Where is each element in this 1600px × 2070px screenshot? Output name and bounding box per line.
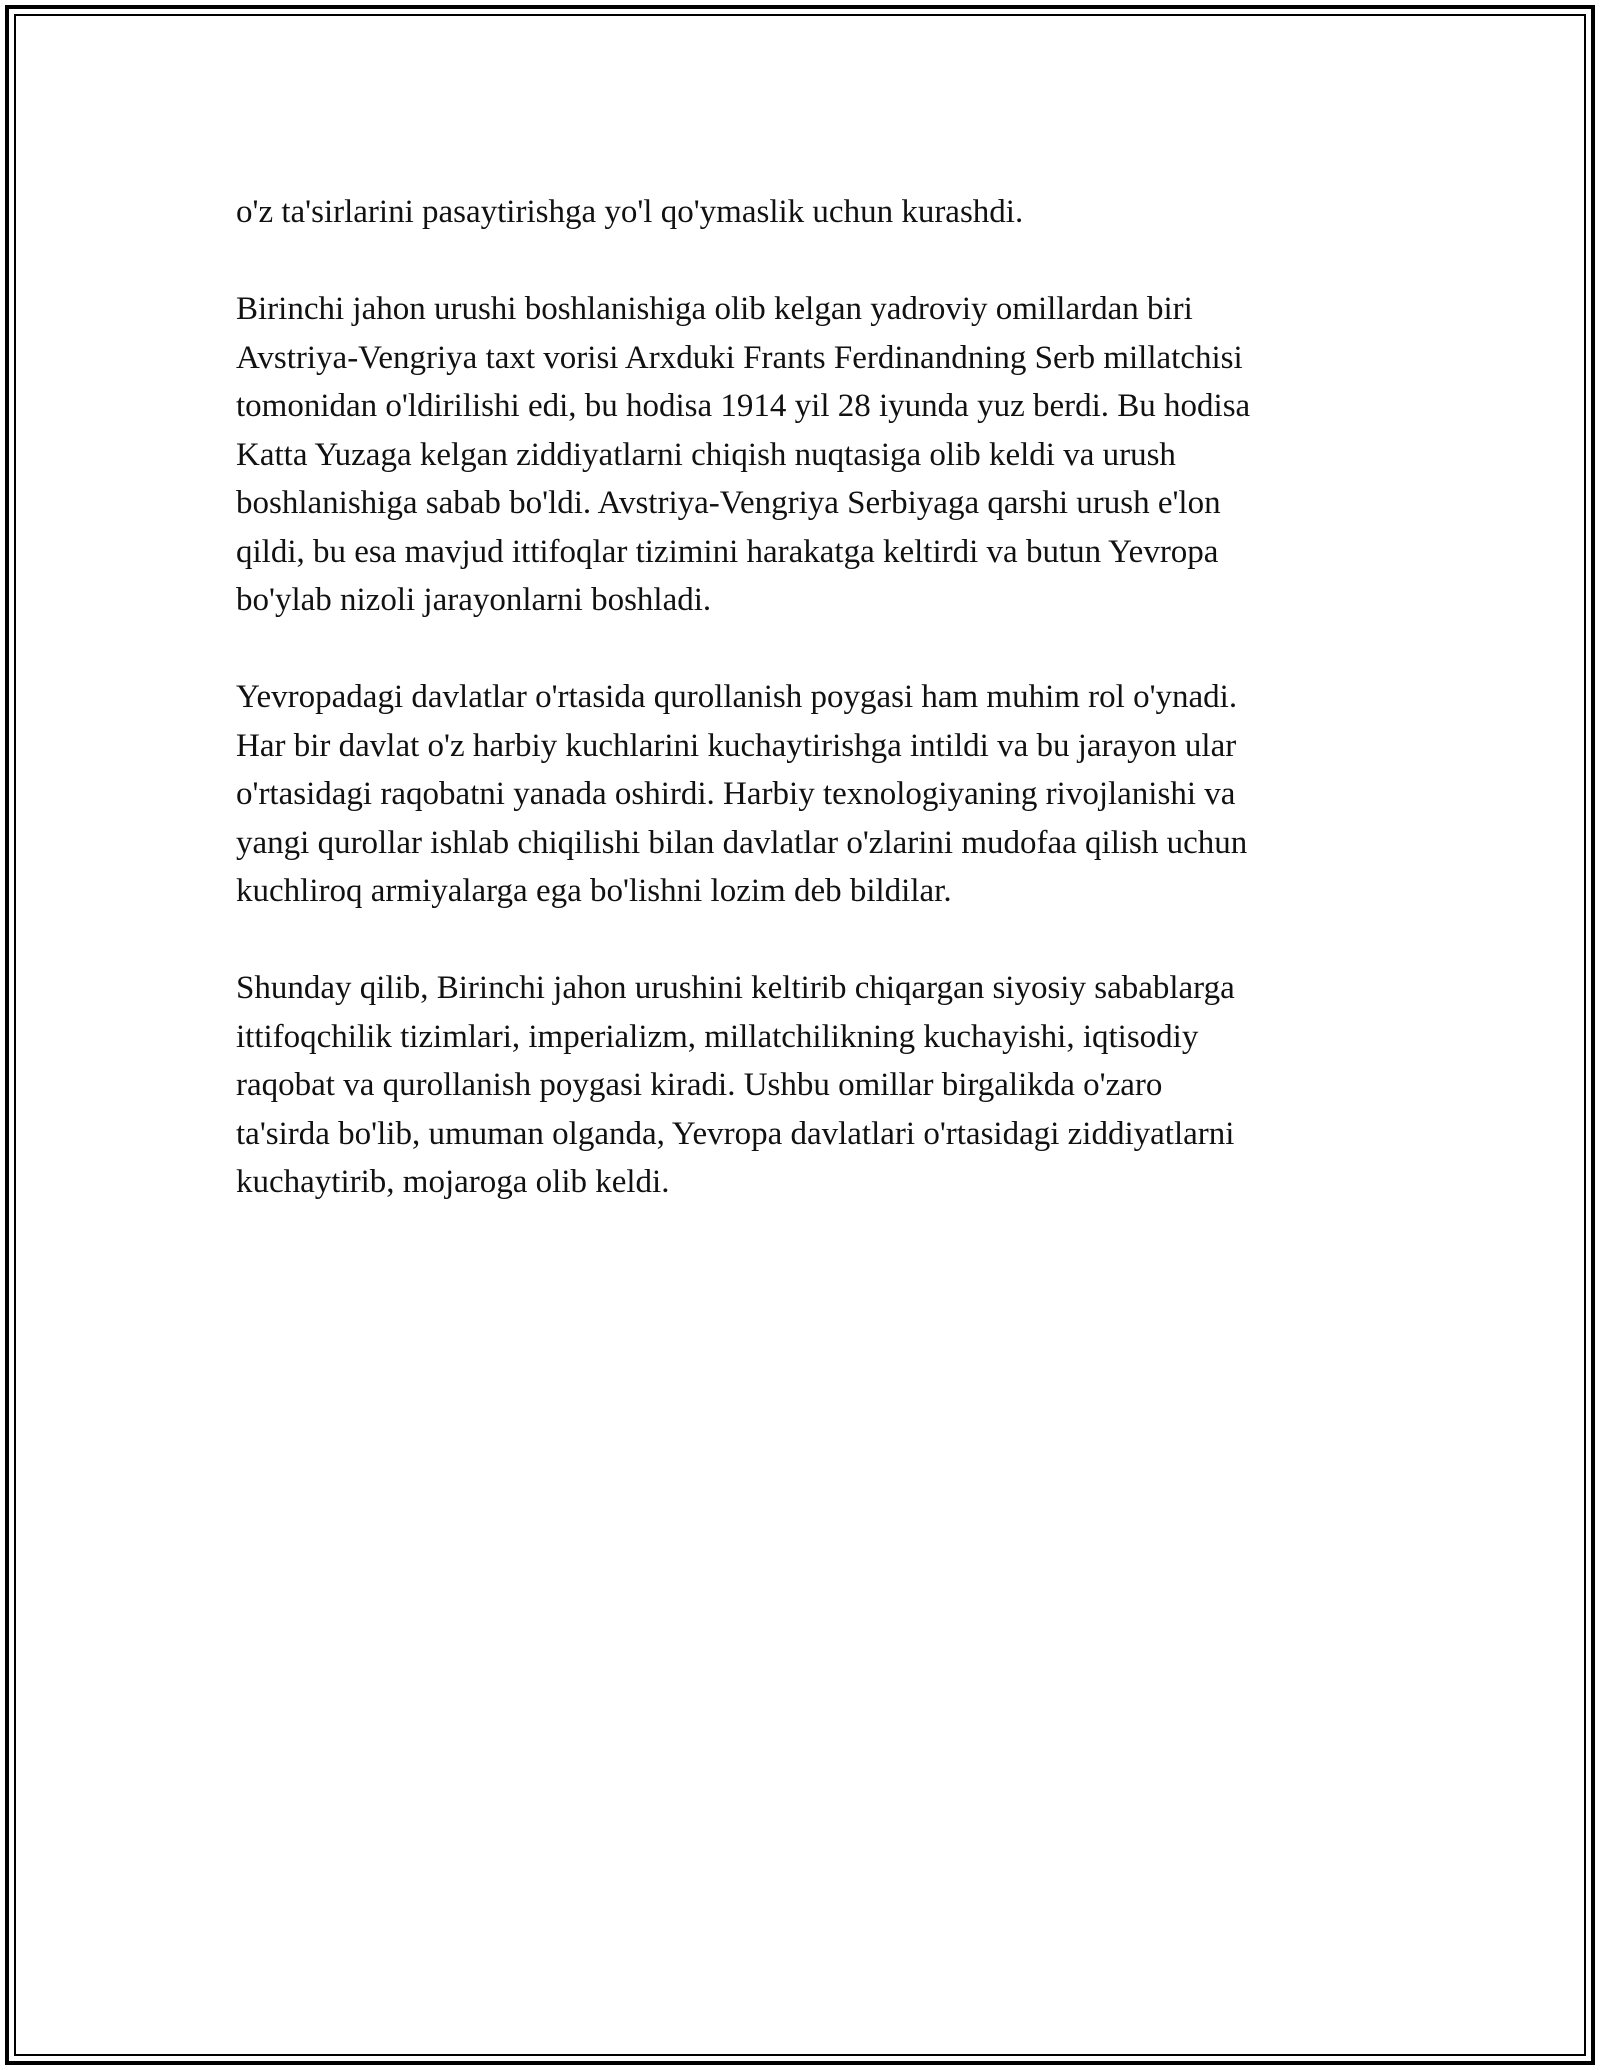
text-line: yangi qurollar ishlab chiqilishi bilan davlatlar o'zlarini mudofaa qilish uchun bbox=[236, 824, 1248, 861]
document-body bbox=[236, 188, 1376, 1255]
text-line: Har bir davlat o'z harbiy kuchlarini kuchaytirishga intildi va bu jarayon ular bbox=[236, 727, 1237, 764]
text-line: boshlanishiga sabab bo'ldi. Avstriya-Vengriya Serbiyaga qarshi urush e'lon bbox=[236, 485, 1221, 521]
paragraph-2 bbox=[236, 285, 1376, 625]
paragraph-1 bbox=[236, 188, 1376, 237]
text-line: o'z ta'sirlarini pasaytirishga yo'l qo'ymaslik uchun kurashdi. bbox=[236, 194, 1024, 230]
text-line: tomonidan o'ldirilishi edi, bu hodisa 1914 yil 28 iyunda yuz berdi. Bu hodisa bbox=[236, 388, 1251, 424]
text-line: o'rtasidagi raqobatni yanada oshirdi. Harbiy texnologiyaning rivojlanishi va bbox=[236, 776, 1236, 812]
text-line: bo'ylab nizoli jarayonlarni boshladi. bbox=[236, 582, 712, 618]
text-line: kuchaytirib, mojaroga olib keldi. bbox=[236, 1164, 670, 1200]
text-line: ittifoqchilik tizimlari, imperializm, millatchilikning kuchayishi, iqtisodiy bbox=[236, 1018, 1199, 1055]
text-line: Yevropadagi davlatlar o'rtasida qurollanish poygasi ham muhim rol o'ynadi. bbox=[236, 679, 1238, 715]
text-line: raqobat va qurollanish poygasi kiradi. Ushbu omillar birgalikda o'zaro bbox=[236, 1067, 1163, 1103]
text-line: qildi, bu esa mavjud ittifoqlar tizimini harakatga keltirdi va butun Yevropa bbox=[236, 533, 1219, 570]
text-line: kuchliroq armiyalarga ega bo'lishni lozim deb bildilar. bbox=[236, 873, 952, 909]
text-line: Shunday qilib, Birinchi jahon urushini keltirib chiqargan siyosiy sabablarga bbox=[236, 970, 1235, 1006]
text-line: Birinchi jahon urushi boshlanishiga olib kelgan yadroviy omillardan biri bbox=[236, 291, 1193, 327]
text-line: Katta Yuzaga kelgan ziddiyatlarni chiqish nuqtasiga olib keldi va urush bbox=[236, 436, 1176, 473]
paragraph-3 bbox=[236, 673, 1376, 916]
text-line: ta'sirda bo'lib, umuman olganda, Yevropa davlatlari o'rtasidagi ziddiyatlarni bbox=[236, 1115, 1235, 1152]
paragraph-4 bbox=[236, 964, 1376, 1207]
text-line: Avstriya-Vengriya taxt vorisi Arxduki Frants Ferdinandning Serb millatchisi bbox=[236, 339, 1243, 376]
